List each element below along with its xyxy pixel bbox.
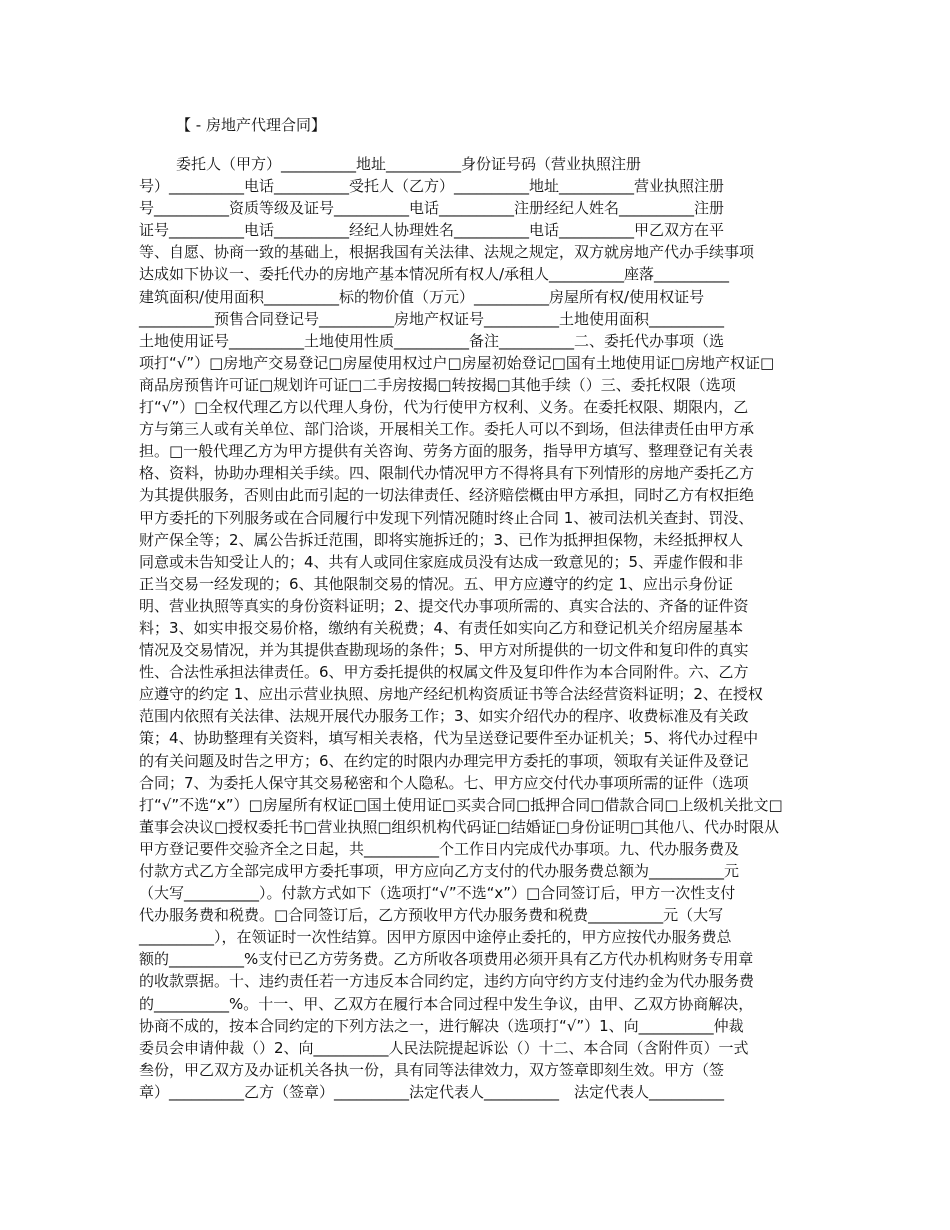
paragraph-line: 协商不成的，按本合同约定的下列方法之一，进行解决（选项打“√”）1、向__________仲裁	[139, 1016, 744, 1035]
paragraph-line: 付款方式乙方全部完成甲方委托事项，甲方应向乙方支付的代办服务费总额为__________元	[139, 862, 740, 880]
paragraph-line: 的有关问题及时告之甲方；6、在约定的时限内办理完甲方委托的事项，领取有关证件及登记	[139, 751, 749, 770]
paragraph-line: 叁份，甲乙双方及办证机关各执一份，具有同等法律效力，双方签章即刻生效。甲方（签	[139, 1060, 725, 1079]
paragraph-line: 商品房预售许可证□规划许可证□二手房按揭□转按揭□其他手续（）三、委托权限（选项	[139, 375, 736, 394]
paragraph-line: 打“√”不选“x”）□房屋所有权证□国土使用证□买卖合同□抵押合同□借款合同□上级机关批文□	[139, 795, 783, 814]
paragraph-line: 证号__________电话__________经纪人协理姓名__________电话__________甲乙双方在平	[139, 221, 725, 240]
paragraph-line: 料；3、如实申报交易价格，缴纳有关税费；4、有责任如实向乙方和登记机关介绍房屋基本	[139, 618, 744, 637]
paragraph-line: 明、营业执照等真实的身份资料证明；2、提交代办事项所需的、真实合法的、齐备的证件资	[139, 596, 749, 615]
paragraph-line: 额的__________%支付已乙方劳务费。乙方所收各项费用必须开具有乙方代办机构财务专用章	[139, 950, 754, 969]
paragraph-line: 同意或未告知受让人的；4、共有人或同住家庭成员没有达成一致意见的；5、弄虚作假和非	[139, 552, 744, 571]
paragraph-line: 代办服务费和税费。□合同签订后，乙方预收甲方代办服务费和税费__________元（大写	[139, 906, 724, 925]
paragraph-line: __________），在领证时一次性结算。因甲方原因中途停止委托的，甲方应按代办服务费总	[139, 928, 732, 947]
paragraph-line: 方与第三人或有关单位、部门洽谈，开展相关工作。委托人可以不到场，但法律责任由甲方承	[139, 420, 755, 439]
paragraph-line: 正当交易一经发现的；6、其他限制交易的情况。五、甲方应遵守的约定 1、应出示身份证	[139, 574, 733, 593]
paragraph-line: 财产保全等；2、属公告拆迁范围，即将实施拆迁的；3、已作为抵押担保物，未经抵押权人	[139, 530, 744, 549]
paragraph-line: 号__________资质等级及证号__________电话__________注册经纪人姓名__________注册	[139, 199, 725, 218]
paragraph-line: 土地使用证号__________土地使用性质__________备注__________二、委托代办事项（选	[139, 331, 725, 350]
paragraph-line: 合同；7、为委托人保守其交易秘密和个人隐私。七、甲方应交付代办事项所需的证件（选项	[139, 773, 749, 792]
paragraph-line: 打“√”）□全权代理乙方以代理人身份，代为行使甲方权利、义务。在委托权限、期限内，乙	[139, 398, 749, 417]
paragraph-line: 委托人（甲方）__________地址__________身份证号码（营业执照注册	[176, 155, 642, 173]
paragraph-line: 等、自愿、协商一致的基础上，根据我国有关法律、法规之规定，双方就房地产代办手续事项	[139, 243, 755, 262]
paragraph-line: 委员会申请仲裁（）2、向__________人民法院提起诉讼（）十二、本合同（含附件页）一式	[139, 1038, 749, 1057]
paragraph-line: 范围内依照有关法律、法规开展代办服务工作；3、如实介绍代办的程序、收费标准及有关政	[139, 707, 749, 726]
paragraph-line: 的收款票据。十、违约责任若一方违反本合同约定，违约方向守约方支付违约金为代办服务费	[139, 972, 755, 991]
paragraph-line: 达成如下协议一、委托代办的房地产基本情况所有权人/承租人__________座落__________	[139, 265, 730, 284]
paragraph-line: 董事会决议□授权委托书□营业执照□组织机构代码证□结婚证□身份证明□其他八、代办时限从	[139, 817, 780, 836]
paragraph-line: 建筑面积/使用面积__________标的物价值（万元）__________房屋所有权/使用权证号	[139, 287, 705, 306]
paragraph-line: 号）__________电话__________受托人（乙方）__________地址__________营业执照注册	[139, 177, 725, 196]
paragraph-line: 情况及交易情况，并为其提供查勘现场的条件；5、甲方对所提供的一切文件和复印件的真实	[139, 641, 749, 660]
document-title: 【 - 房地产代理合同】	[176, 116, 326, 134]
document-body	[139, 153, 811, 1103]
paragraph-line: （大写__________）。付款方式如下（选项打“√”不选“x”）□合同签订后，甲方一次性支付	[139, 884, 736, 903]
paragraph-line: 的__________%。十一、甲、乙双方在履行本合同过程中发生争议，由甲、乙双方协商解决，	[139, 994, 754, 1013]
paragraph-line: __________预售合同登记号__________房地产权证号__________土地使用面积__________	[139, 309, 725, 328]
paragraph-line: 性、合法性承担法律责任。6、甲方委托提供的权属文件及复印件作为本合同附件。六、乙方	[139, 663, 749, 682]
paragraph-line: 章）__________乙方（签章）__________法定代表人__________ 法定代表人__________	[139, 1082, 725, 1101]
paragraph-line: 项打“√”）□房地产交易登记□房屋使用权过户□房屋初始登记□国有土地使用证□房地产权证□	[139, 353, 775, 372]
paragraph-line: 担。□一般代理乙方为甲方提供有关咨询、劳务方面的服务，指导甲方填写、整理登记有关表	[139, 442, 754, 461]
paragraph-line: 甲方委托的下列服务或在合同履行中发现下列情况随时终止合同 1、被司法机关查封、罚没、	[139, 508, 754, 527]
paragraph-line: 应遵守的约定 1、应出示营业执照、房地产经纪机构资质证书等合法经营资料证明；2、在授权	[139, 685, 763, 704]
paragraph-line: 为其提供服务，否则由此而引起的一切法律责任、经济赔偿概由甲方承担，同时乙方有权拒绝	[139, 486, 755, 505]
paragraph-line: 策；4、协助整理有关资料，填写相关表格，代为呈送登记要件至办证机关；5、将代办过程中	[139, 729, 759, 748]
paragraph-line: 甲方登记要件交验齐全之日起，共__________个工作日内完成代办事项。九、代办服务费及	[139, 839, 740, 858]
paragraph-line: 格、资料，协助办理相关手续。四、限制代办情况甲方不得将具有下列情形的房地产委托乙方	[139, 464, 755, 483]
